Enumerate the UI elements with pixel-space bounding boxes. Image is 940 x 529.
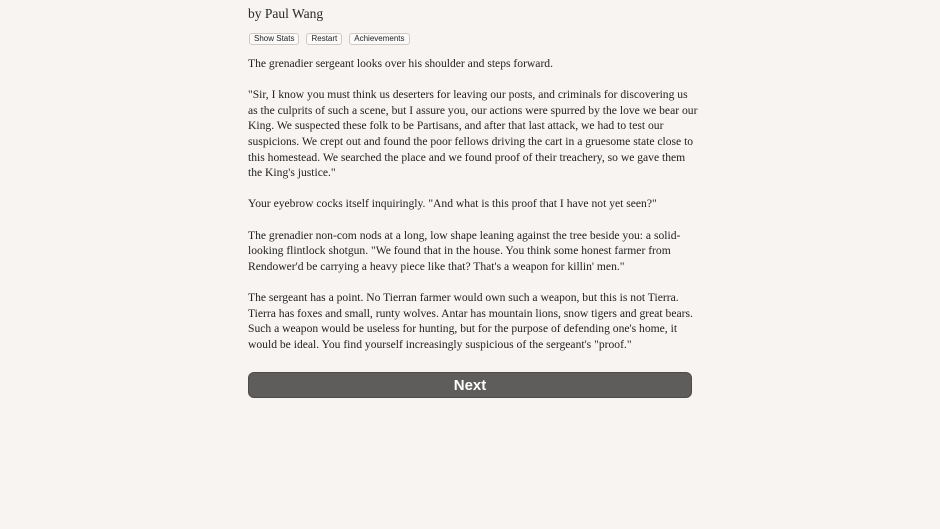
restart-button[interactable]: Restart (306, 33, 342, 45)
author-byline: by Paul Wang (248, 6, 324, 21)
story-paragraph: The sergeant has a point. No Tierran farmer would own such a weapon, but this is not Tierra. Tierra has foxes and small, runty wolves. Antar has mountain lions, snow tigers and great bears. Such a weapon would be useless for hunting, but for the purpose of defending one's home, it would be ideal. You find yourself increasingly suspicious of the sergeant's "proof." (248, 290, 693, 351)
achievements-button[interactable]: Achievements (349, 33, 409, 45)
show-stats-button[interactable]: Show Stats (249, 33, 299, 45)
story-paragraph: Your eyebrow cocks itself inquiringly. "And what is this proof that I have not yet seen?" (248, 197, 657, 211)
next-button[interactable]: Next (248, 372, 692, 398)
story-paragraph: "Sir, I know you must think us deserters for leaving our posts, and criminals for discovering us as the culprits of such a scene, but I assure you, our actions were spurred by the love we bear our King. We suspected these folk to be Partisans, and after that last attack, we had to test our suspicions. We crept out and found the poor fellows driving the cart in a gruesome state close to this homestead. We searched the place and we found proof of their treachery, so we gave them the King's justice." (248, 88, 698, 180)
story-text (248, 56, 698, 368)
story-paragraph: The grenadier non-com nods at a long, low shape leaning against the tree beside you: a solid-looking flintlock shotgun. "We found that in the house. You think some honest farmer from Rendower'd be carrying a heavy piece like that? That's a weapon for killin' men." (248, 228, 681, 273)
story-paragraph: The grenadier sergeant looks over his shoulder and steps forward. (248, 57, 553, 70)
toolbar (249, 33, 410, 45)
